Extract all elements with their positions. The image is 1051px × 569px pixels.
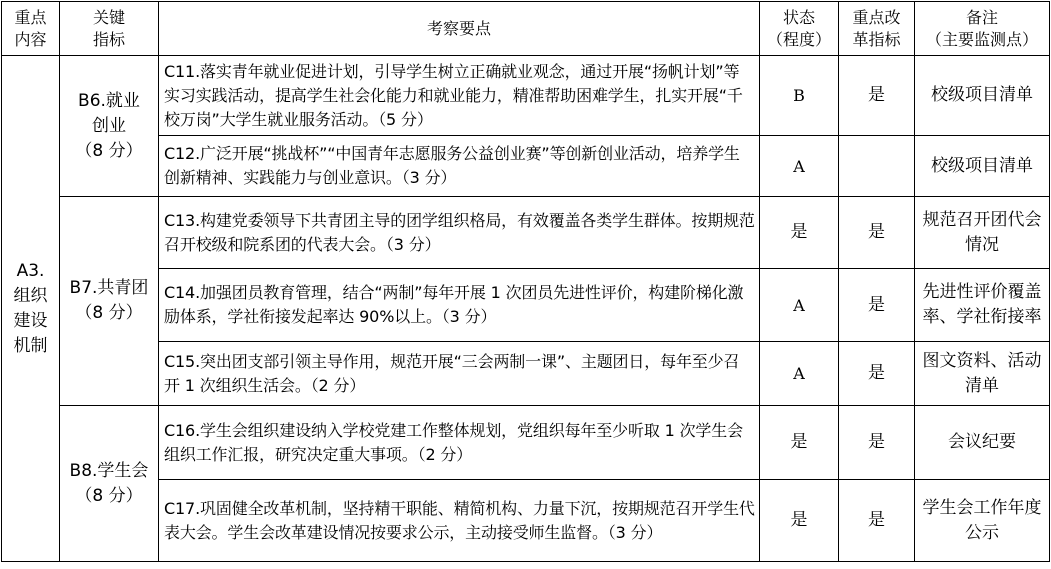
reform-c13: 是 — [839, 197, 915, 269]
group-a3-cell: A3. 组织 建设 机制 — [2, 56, 60, 562]
requirement-c12: C12.广泛开展“挑战杯”“中国青年志愿服务公益创业赛”等创新创业活动，培养学生创新精神、实践能力与创业意识。（3 分） — [159, 136, 760, 197]
status-c13: 是 — [760, 197, 839, 269]
group-b8-cell: B8.学生会 （8 分） — [60, 406, 159, 562]
note-c11: 校级项目清单 — [915, 56, 1050, 136]
table-row — [2, 406, 1050, 480]
requirement-c15: C15.突出团支部引领主导作用，规范开展“三会两制一课”、主题团日，每年至少召开 1 次组织生活会。（2 分） — [159, 342, 760, 406]
status-c16: 是 — [760, 406, 839, 480]
assessment-table — [1, 1, 1050, 562]
reform-c16: 是 — [839, 406, 915, 480]
note-c12: 校级项目清单 — [915, 136, 1050, 197]
table-row — [2, 269, 1050, 342]
reform-c11: 是 — [839, 56, 915, 136]
note-c17: 学生会工作年度 公示 — [915, 480, 1050, 562]
table-row — [2, 56, 1050, 136]
group-b7-cell: B7.共青团 （8 分） — [60, 197, 159, 406]
reform-c17: 是 — [839, 480, 915, 562]
status-c15: A — [760, 342, 839, 406]
table-row — [2, 197, 1050, 269]
status-c14: A — [760, 269, 839, 342]
status-c12: A — [760, 136, 839, 197]
header-key-indicator: 关键 指标 — [60, 2, 159, 56]
note-c13: 规范召开团代会 情况 — [915, 197, 1050, 269]
requirement-c11: C11.落实青年就业促进计划，引导学生树立正确就业观念，通过开展“扬帆计划”等实习实践活动，提高学生社会化能力和就业能力，精准帮助困难学生，扎实开展“千校万岗”大学生就业服务活动。（5 分） — [159, 56, 760, 136]
table-row — [2, 480, 1050, 562]
note-c14: 先进性评价覆盖 率、学社衔接率 — [915, 269, 1050, 342]
reform-c15: 是 — [839, 342, 915, 406]
reform-c14: 是 — [839, 269, 915, 342]
header-remarks: 备注 （主要监测点） — [915, 2, 1050, 56]
requirement-c14: C14.加强团员教育管理，结合“两制”每年开展 1 次团员先进性评价，构建阶梯化激励体系，学社衔接发起率达 90%以上。（3 分） — [159, 269, 760, 342]
table-row — [2, 136, 1050, 197]
header-status: 状态 （程度） — [760, 2, 839, 56]
status-c17: 是 — [760, 480, 839, 562]
reform-c12 — [839, 136, 915, 197]
header-requirements: 考察要点 — [159, 2, 760, 56]
requirement-c17: C17.巩固健全改革机制，坚持精干职能、精简机构、力量下沉，按期规范召开学生代表大会。学生会改革建设情况按要求公示，主动接受师生监督。（3 分） — [159, 480, 760, 562]
status-c11: B — [760, 56, 839, 136]
requirement-c13: C13.构建党委领导下共青团主导的团学组织格局，有效覆盖各类学生群体。按期规范召开校级和院系团的代表大会。（3 分） — [159, 197, 760, 269]
header-row — [2, 2, 1050, 56]
group-b6-cell: B6.就业 创业 （8 分） — [60, 56, 159, 197]
table-row — [2, 342, 1050, 406]
header-reform-indicator: 重点改 革指标 — [839, 2, 915, 56]
header-focus-content: 重点 内容 — [2, 2, 60, 56]
note-c16: 会议纪要 — [915, 406, 1050, 480]
requirement-c16: C16.学生会组织建设纳入学校党建工作整体规划，党组织每年至少听取 1 次学生会组织工作汇报，研究决定重大事项。（2 分） — [159, 406, 760, 480]
note-c15: 图文资料、活动 清单 — [915, 342, 1050, 406]
